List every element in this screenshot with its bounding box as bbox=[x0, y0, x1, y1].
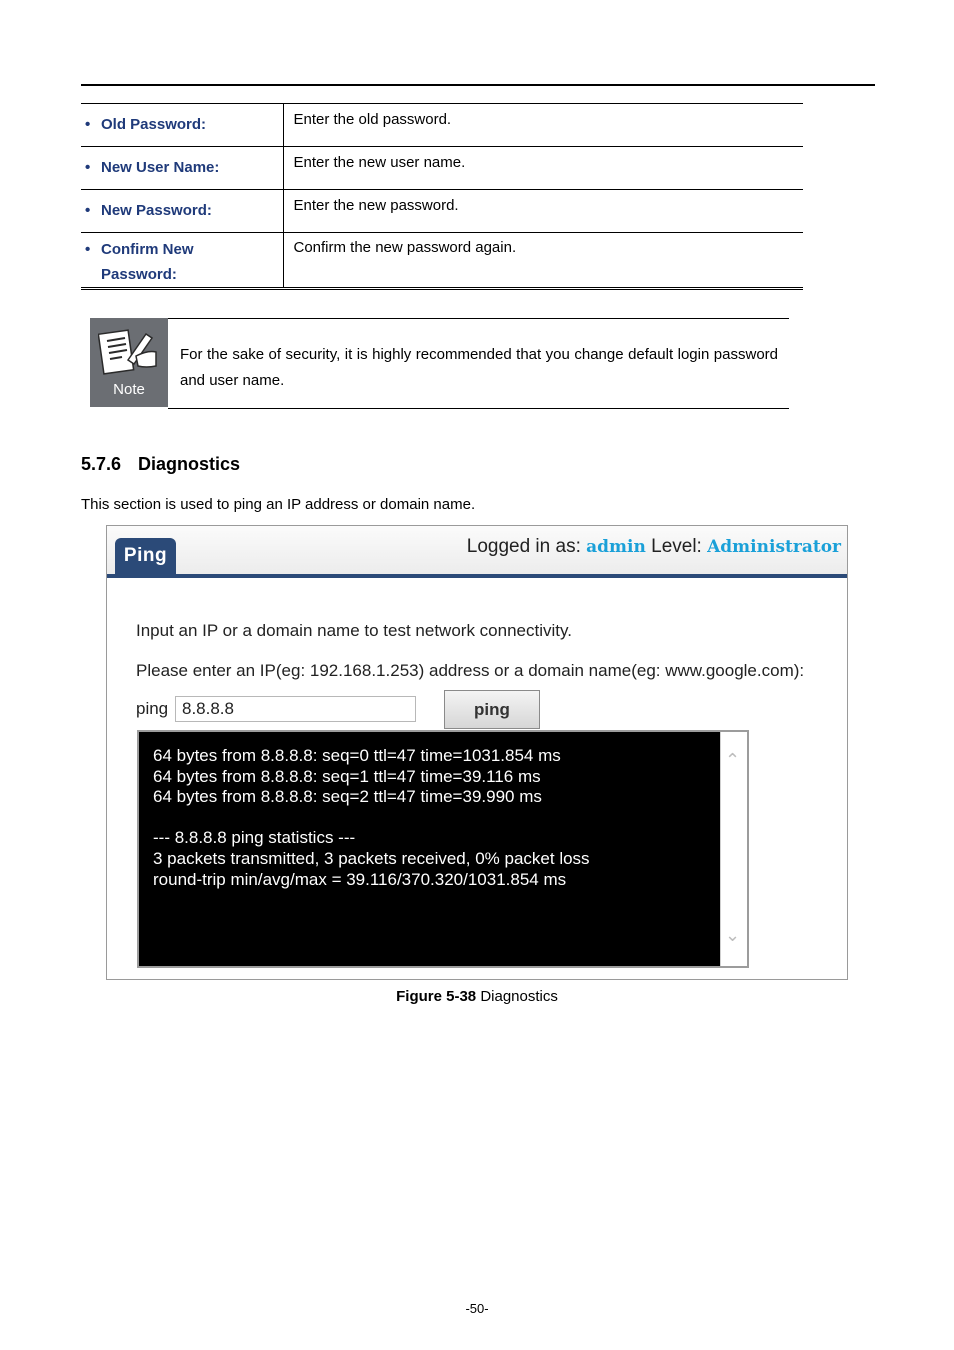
figure-title: Diagnostics bbox=[480, 988, 558, 1005]
param-description: Confirm the new password again. bbox=[293, 239, 517, 256]
ping-output-console bbox=[137, 730, 749, 968]
bullet: • bbox=[85, 241, 91, 258]
parameter-table bbox=[81, 103, 803, 290]
diagnostics-screenshot bbox=[106, 525, 848, 980]
prompt-text: Please enter an IP(eg: 192.168.1.253) address or a domain name(eg: www.google.com): bbox=[136, 661, 805, 680]
table-row bbox=[81, 233, 803, 289]
param-description: Enter the new password. bbox=[293, 197, 459, 214]
logged-in-user: admin bbox=[586, 537, 646, 557]
note-label: Note bbox=[113, 381, 145, 398]
header-divider bbox=[107, 574, 847, 578]
instruction-text: Input an IP or a domain name to test network connectivity. bbox=[136, 621, 572, 640]
param-term: Old Password: bbox=[101, 116, 207, 133]
bullet: • bbox=[85, 202, 91, 219]
chevron-down-icon[interactable]: ⌄ bbox=[725, 925, 741, 945]
bullet: • bbox=[85, 116, 91, 133]
level-label: Level: bbox=[651, 536, 702, 557]
table-row bbox=[81, 147, 803, 190]
table-row bbox=[81, 190, 803, 233]
note-text: For the sake of security, it is highly recommended that you change default login password and user name. bbox=[180, 346, 778, 389]
section-number: 5.7.6 bbox=[81, 454, 122, 474]
tab-ping[interactable]: Ping bbox=[115, 538, 176, 575]
ping-target-input[interactable] bbox=[175, 696, 416, 722]
note-pencil-icon bbox=[98, 326, 160, 378]
login-info bbox=[467, 536, 841, 558]
chevron-up-icon[interactable]: ⌃ bbox=[725, 750, 741, 770]
param-term: Confirm New Password: bbox=[101, 241, 194, 283]
user-level: Administrator bbox=[707, 537, 841, 557]
param-description: Enter the new user name. bbox=[293, 154, 466, 171]
screenshot-header bbox=[107, 526, 847, 574]
note-box bbox=[168, 318, 789, 409]
console-scrollbar[interactable] bbox=[720, 732, 747, 966]
page-number: -50- bbox=[465, 1301, 489, 1316]
table-row bbox=[81, 104, 803, 147]
param-term: New Password: bbox=[101, 202, 212, 219]
header-rule bbox=[81, 84, 875, 86]
logged-in-label: Logged in as: bbox=[466, 536, 581, 557]
ping-output-text: 64 bytes from 8.8.8.8: seq=0 ttl=47 time=1031.854 ms 64 bytes from 8.8.8.8: seq=1 ttl=47 time=39.116 ms 64 bytes from 8.8.8.8: seq=2 ttl=47 time=39.990 ms --- 8.8.8.8 ping statistics --- 3 packets transmitted, 3 packets received, 0% packet loss round-trip min/avg/max = 39.116/370.320/1031.854 ms bbox=[153, 746, 590, 889]
ping-button[interactable]: ping bbox=[444, 690, 540, 729]
ping-label: ping bbox=[136, 699, 169, 718]
section-intro: This section is used to ping an IP address or domain name. bbox=[81, 496, 476, 513]
param-description: Enter the old password. bbox=[293, 111, 452, 128]
figure-label: Figure 5-38 bbox=[396, 988, 477, 1005]
section-heading bbox=[81, 454, 240, 475]
param-term: New User Name: bbox=[101, 159, 220, 176]
figure-caption bbox=[0, 988, 954, 1005]
note-icon bbox=[90, 318, 168, 407]
bullet: • bbox=[85, 159, 91, 176]
section-title: Diagnostics bbox=[138, 454, 241, 474]
